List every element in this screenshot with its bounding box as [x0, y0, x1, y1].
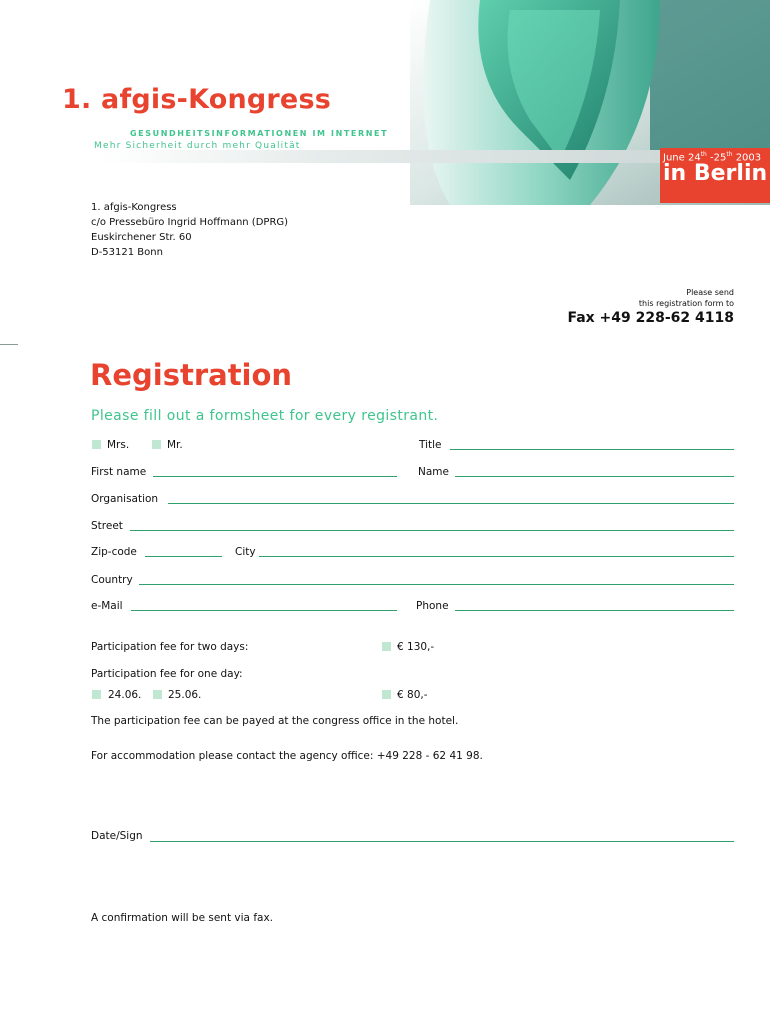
date-sign-label: Date/Sign	[91, 830, 143, 842]
event-city: in Berlin	[663, 161, 768, 186]
address-line-3: Euskirchener Str. 60	[91, 232, 192, 243]
street-label: Street	[91, 520, 123, 532]
zip-field[interactable]	[145, 556, 222, 557]
first-name-label: First name	[91, 466, 147, 478]
registration-title: Registration	[90, 358, 293, 392]
two-day-fee-label: Participation fee for two days:	[91, 641, 249, 653]
two-day-fee-price: € 130,-	[397, 641, 435, 653]
registration-subtitle: Please fill out a formsheet for every registrant.	[91, 408, 439, 424]
accommodation-note: For accommodation please contact the agency office: +49 228 - 62 41 98.	[91, 750, 483, 762]
send-note	[639, 287, 734, 309]
address-line-4: D-53121 Bonn	[91, 247, 163, 258]
day-2-label: 25.06.	[168, 689, 202, 701]
day-2-checkbox[interactable]	[153, 690, 162, 699]
mr-label: Mr.	[167, 439, 183, 451]
street-field[interactable]	[130, 530, 734, 531]
phone-field[interactable]	[455, 610, 734, 611]
organisation-field[interactable]	[168, 503, 734, 504]
fold-mark	[0, 344, 18, 345]
payment-note: The participation fee can be payed at the congress office in the hotel.	[91, 715, 459, 727]
organisation-label: Organisation	[91, 493, 159, 505]
city-field[interactable]	[259, 556, 734, 557]
day-1-checkbox[interactable]	[92, 690, 101, 699]
one-day-fee-checkbox[interactable]	[382, 690, 391, 699]
country-label: Country	[91, 574, 133, 586]
title-label: Title	[419, 439, 442, 451]
phone-label: Phone	[416, 600, 449, 612]
name-label: Name	[418, 466, 449, 478]
email-field[interactable]	[131, 610, 397, 611]
event-subtitle: GESUNDHEITSINFORMATIONEN IM INTERNET	[130, 129, 389, 138]
zip-label: Zip-code	[91, 546, 137, 558]
city-label: City	[235, 546, 256, 558]
event-title: 1. afgis-Kongress	[62, 84, 331, 115]
send-note-line-1: Please send	[686, 288, 734, 297]
event-date: June 24th -25th 2003	[663, 151, 762, 164]
email-label: e-Mail	[91, 600, 123, 612]
send-note-line-2: this registration form to	[638, 299, 734, 308]
address-line-2: c/o Pressebüro Ingrid Hoffmann (DPRG)	[91, 217, 289, 228]
fax-number: Fax +49 228-62 4118	[567, 310, 734, 326]
header-strip	[100, 150, 660, 163]
name-field[interactable]	[455, 476, 734, 477]
mrs-label: Mrs.	[107, 439, 130, 451]
mr-checkbox[interactable]	[152, 440, 161, 449]
mrs-checkbox[interactable]	[92, 440, 101, 449]
day-1-label: 24.06.	[108, 689, 142, 701]
first-name-field[interactable]	[153, 476, 397, 477]
country-field[interactable]	[139, 584, 734, 585]
address-line-1: 1. afgis-Kongress	[91, 202, 177, 213]
date-sign-field[interactable]	[150, 841, 734, 842]
two-day-fee-checkbox[interactable]	[382, 642, 391, 651]
confirmation-note: A confirmation will be sent via fax.	[91, 912, 273, 924]
one-day-fee-label: Participation fee for one day:	[91, 668, 243, 680]
one-day-fee-price: € 80,-	[397, 689, 428, 701]
title-field[interactable]	[450, 449, 734, 450]
event-tagline: Mehr Sicherheit durch mehr Qualität	[94, 141, 301, 151]
